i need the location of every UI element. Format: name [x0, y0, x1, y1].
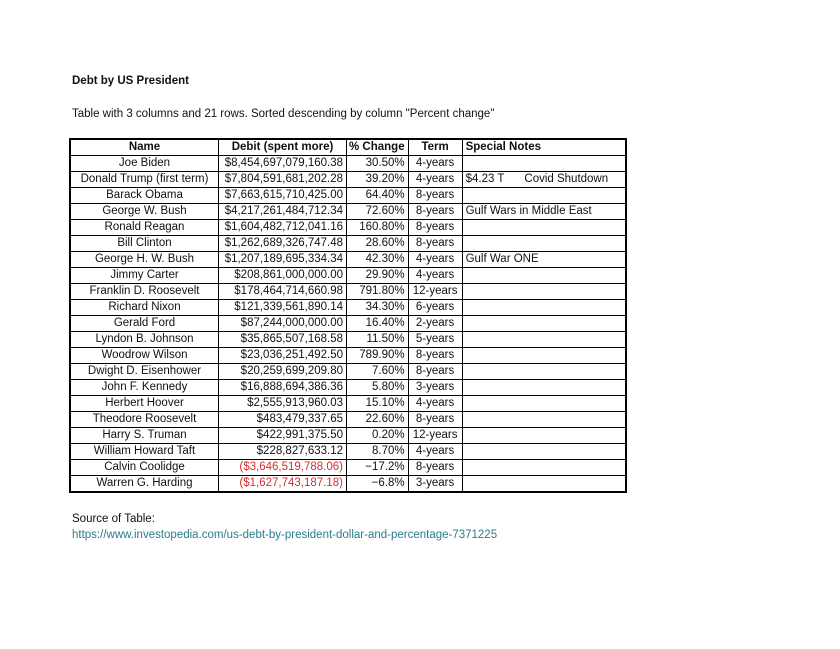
cell-special-notes — [462, 172, 626, 188]
cell-name: Calvin Coolidge — [70, 460, 219, 476]
cell-pct-change: 789.90% — [347, 348, 409, 364]
cell-debt: $1,604,482,712,041.16 — [219, 220, 347, 236]
source-label: Source of Table: — [72, 513, 155, 525]
cell-special-notes — [462, 412, 626, 428]
cell-term: 8-years — [408, 204, 462, 220]
table-row — [70, 412, 626, 428]
cell-debt: $7,804,591,681,202.28 — [219, 172, 347, 188]
table-row — [70, 188, 626, 204]
cell-debt: ($1,627,743,187.18) — [219, 476, 347, 493]
cell-pct-change: 15.10% — [347, 396, 409, 412]
cell-name: Dwight D. Eisenhower — [70, 364, 219, 380]
cell-special-notes — [462, 476, 626, 493]
cell-debt: $483,479,337.65 — [219, 412, 347, 428]
table-row — [70, 204, 626, 220]
cell-special-notes — [462, 156, 626, 172]
table-body — [70, 156, 626, 493]
table-row — [70, 364, 626, 380]
cell-pct-change: 11.50% — [347, 332, 409, 348]
cell-name: Bill Clinton — [70, 236, 219, 252]
cell-term: 8-years — [408, 348, 462, 364]
table-row — [70, 252, 626, 268]
table-row — [70, 236, 626, 252]
header-pct-change: % Change — [347, 139, 409, 156]
cell-debt: $178,464,714,660.98 — [219, 284, 347, 300]
cell-pct-change: 34.30% — [347, 300, 409, 316]
cell-term: 12-years — [408, 284, 462, 300]
cell-name: George H. W. Bush — [70, 252, 219, 268]
cell-debt: ($3,646,519,788.06) — [219, 460, 347, 476]
cell-special-notes — [462, 364, 626, 380]
cell-term: 4-years — [408, 172, 462, 188]
cell-special-notes — [462, 188, 626, 204]
cell-name: Donald Trump (first term) — [70, 172, 219, 188]
cell-term: 4-years — [408, 396, 462, 412]
cell-debt: $8,454,697,079,160.38 — [219, 156, 347, 172]
header-term: Term — [408, 139, 462, 156]
cell-debt: $121,339,561,890.14 — [219, 300, 347, 316]
cell-term: 6-years — [408, 300, 462, 316]
header-debt: Debit (spent more) — [219, 139, 347, 156]
cell-name: Lyndon B. Johnson — [70, 332, 219, 348]
cell-pct-change: 160.80% — [347, 220, 409, 236]
cell-debt: $1,207,189,695,334.34 — [219, 252, 347, 268]
cell-pct-change: 791.80% — [347, 284, 409, 300]
table-row — [70, 396, 626, 412]
source-link[interactable]: https://www.investopedia.com/us-debt-by-president-dollar-and-percentage-7371225 — [72, 529, 498, 541]
cell-special-notes — [462, 444, 626, 460]
cell-term: 4-years — [408, 444, 462, 460]
cell-debt: $228,827,633.12 — [219, 444, 347, 460]
cell-pct-change: −6.8% — [347, 476, 409, 493]
cell-name: Herbert Hoover — [70, 396, 219, 412]
cell-term: 12-years — [408, 428, 462, 444]
cell-special-notes — [462, 396, 626, 412]
document-title: Debt by US President — [72, 75, 189, 87]
cell-special-notes — [462, 332, 626, 348]
table-row — [70, 380, 626, 396]
cell-term: 8-years — [408, 364, 462, 380]
cell-pct-change: 64.40% — [347, 188, 409, 204]
cell-special-notes — [462, 380, 626, 396]
cell-term: 8-years — [408, 460, 462, 476]
cell-pct-change: 39.20% — [347, 172, 409, 188]
table-row — [70, 284, 626, 300]
cell-name: John F. Kennedy — [70, 380, 219, 396]
cell-special-notes — [462, 284, 626, 300]
cell-debt: $4,217,261,484,712.34 — [219, 204, 347, 220]
cell-pct-change: 0.20% — [347, 428, 409, 444]
cell-term: 8-years — [408, 412, 462, 428]
table-row — [70, 460, 626, 476]
table-row — [70, 220, 626, 236]
table-row — [70, 316, 626, 332]
cell-name: Warren G. Harding — [70, 476, 219, 493]
table-row — [70, 332, 626, 348]
cell-name: Franklin D. Roosevelt — [70, 284, 219, 300]
table-row — [70, 172, 626, 188]
cell-name: Ronald Reagan — [70, 220, 219, 236]
cell-pct-change: 29.90% — [347, 268, 409, 284]
cell-pct-change: 7.60% — [347, 364, 409, 380]
cell-special-notes — [462, 348, 626, 364]
table-row — [70, 268, 626, 284]
cell-term: 8-years — [408, 236, 462, 252]
cell-special-notes — [462, 220, 626, 236]
cell-debt: $422,991,375.50 — [219, 428, 347, 444]
cell-debt: $87,244,000,000.00 — [219, 316, 347, 332]
cell-special-notes — [462, 268, 626, 284]
cell-debt: $16,888,694,386.36 — [219, 380, 347, 396]
table-row — [70, 476, 626, 493]
cell-special-notes — [462, 316, 626, 332]
cell-name: Richard Nixon — [70, 300, 219, 316]
cell-term: 8-years — [408, 188, 462, 204]
table-row — [70, 300, 626, 316]
cell-name: George W. Bush — [70, 204, 219, 220]
cell-debt: $7,663,615,710,425.00 — [219, 188, 347, 204]
cell-special-notes — [462, 428, 626, 444]
cell-debt: $1,262,689,326,747.48 — [219, 236, 347, 252]
cell-name: Theodore Roosevelt — [70, 412, 219, 428]
table-header-row — [70, 139, 626, 156]
cell-name: Harry S. Truman — [70, 428, 219, 444]
debt-table — [69, 138, 627, 493]
table-description: Table with 3 columns and 21 rows. Sorted descending by column "Percent change" — [72, 108, 495, 120]
cell-special-notes — [462, 236, 626, 252]
cell-term: 3-years — [408, 380, 462, 396]
cell-pct-change: 30.50% — [347, 156, 409, 172]
cell-term: 2-years — [408, 316, 462, 332]
cell-term: 3-years — [408, 476, 462, 493]
cell-pct-change: 5.80% — [347, 380, 409, 396]
cell-pct-change: 8.70% — [347, 444, 409, 460]
cell-pct-change: 42.30% — [347, 252, 409, 268]
cell-special-notes — [462, 460, 626, 476]
cell-debt: $20,259,699,209.80 — [219, 364, 347, 380]
cell-name: Jimmy Carter — [70, 268, 219, 284]
header-name: Name — [70, 139, 219, 156]
table-row — [70, 428, 626, 444]
note-text: Covid Shutdown — [524, 173, 609, 185]
table-row — [70, 444, 626, 460]
table-row — [70, 348, 626, 364]
cell-name: Woodrow Wilson — [70, 348, 219, 364]
cell-term: 4-years — [408, 156, 462, 172]
cell-term: 5-years — [408, 332, 462, 348]
cell-name: William Howard Taft — [70, 444, 219, 460]
cell-pct-change: 28.60% — [347, 236, 409, 252]
cell-debt: $35,865,507,168.58 — [219, 332, 347, 348]
cell-special-notes: Gulf Wars in Middle East — [462, 204, 626, 220]
table-row — [70, 156, 626, 172]
header-special-notes: Special Notes — [462, 139, 626, 156]
cell-name: Joe Biden — [70, 156, 219, 172]
cell-name: Gerald Ford — [70, 316, 219, 332]
cell-special-notes: Gulf War ONE — [462, 252, 626, 268]
cell-debt: $23,036,251,492.50 — [219, 348, 347, 364]
note-amount: $4.23 T — [465, 173, 505, 185]
cell-pct-change: 22.60% — [347, 412, 409, 428]
cell-term: 4-years — [408, 268, 462, 284]
cell-pct-change: −17.2% — [347, 460, 409, 476]
cell-term: 8-years — [408, 220, 462, 236]
cell-debt: $2,555,913,960.03 — [219, 396, 347, 412]
cell-special-notes — [462, 300, 626, 316]
cell-debt: $208,861,000,000.00 — [219, 268, 347, 284]
cell-pct-change: 72.60% — [347, 204, 409, 220]
cell-name: Barack Obama — [70, 188, 219, 204]
cell-term: 4-years — [408, 252, 462, 268]
cell-pct-change: 16.40% — [347, 316, 409, 332]
